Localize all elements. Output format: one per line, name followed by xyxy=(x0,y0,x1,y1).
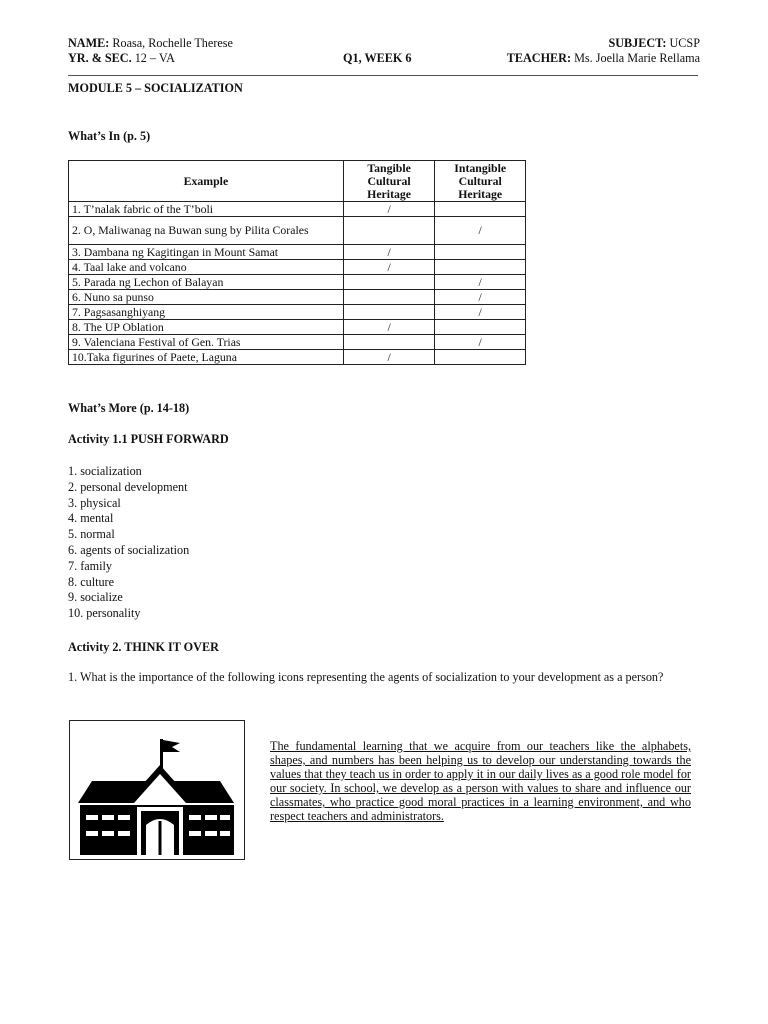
intangible-cell xyxy=(435,202,526,217)
subject-value: UCSP xyxy=(669,36,700,50)
activity-2-heading: Activity 2. THINK IT OVER xyxy=(68,640,219,654)
cultural-heritage-table xyxy=(68,160,526,365)
intangible-cell: / xyxy=(435,217,526,245)
tangible-cell xyxy=(343,290,435,305)
table-row xyxy=(69,335,526,350)
column-header-intangible: Intangible Cultural Heritage xyxy=(435,161,526,202)
intangible-cell: / xyxy=(435,275,526,290)
year-section-field: YR. & SEC. 12 – VA xyxy=(68,51,175,65)
tangible-cell: / xyxy=(343,202,435,217)
intangible-cell xyxy=(435,260,526,275)
example-cell: 5. Parada ng Lechon of Balayan xyxy=(69,275,344,290)
table-row xyxy=(69,260,526,275)
tangible-cell xyxy=(343,305,435,320)
intangible-cell: / xyxy=(435,290,526,305)
tangible-cell xyxy=(343,275,435,290)
intangible-cell: / xyxy=(435,305,526,320)
example-cell: 2. O, Maliwanag na Buwan sung by Pilita Corales xyxy=(69,217,344,245)
list-item: 6. agents of socialization xyxy=(68,542,190,557)
table-row xyxy=(69,217,526,245)
activity-2-question: 1. What is the importance of the following icons representing the agents of socialization to your development as a person? xyxy=(68,670,664,684)
example-cell: 9. Valenciana Festival of Gen. Trias xyxy=(69,335,344,350)
name-field: NAME: Roasa, Rochelle Therese xyxy=(68,36,233,50)
table-row xyxy=(69,305,526,320)
tangible-cell: / xyxy=(343,350,435,365)
header-row-1 xyxy=(68,36,700,52)
header-divider xyxy=(68,75,698,76)
list-item: 3. physical xyxy=(68,495,121,510)
table-row xyxy=(69,245,526,260)
example-cell: 1. T’nalak fabric of the T’boli xyxy=(69,202,344,217)
tangible-cell xyxy=(343,335,435,350)
table-row xyxy=(69,275,526,290)
tangible-cell: / xyxy=(343,320,435,335)
list-item: 9. socialize xyxy=(68,590,123,605)
list-item: 8. culture xyxy=(68,574,115,589)
list-item: 5. normal xyxy=(68,527,115,542)
intangible-cell: / xyxy=(435,335,526,350)
teacher-field: TEACHER: Ms. Joella Marie Rellama xyxy=(506,51,700,65)
header-row-2 xyxy=(68,51,700,67)
tangible-cell: / xyxy=(343,245,435,260)
whats-in-heading: What’s In (p. 5) xyxy=(68,129,151,143)
list-item: 10. personality xyxy=(68,606,141,621)
quarter-week: Q1, WEEK 6 xyxy=(343,51,412,65)
module-title: MODULE 5 – SOCIALIZATION xyxy=(68,81,243,95)
school-icon-frame xyxy=(69,720,245,860)
activity-1-heading: Activity 1.1 PUSH FORWARD xyxy=(68,432,229,446)
example-cell: 6. Nuno sa punso xyxy=(69,290,344,305)
intangible-cell xyxy=(435,320,526,335)
school-building-icon xyxy=(70,721,244,859)
list-item: 2. personal development xyxy=(68,479,188,494)
example-cell: 10.Taka figurines of Paete, Laguna xyxy=(69,350,344,365)
example-cell: 7. Pagsasanghiyang xyxy=(69,305,344,320)
table-row xyxy=(69,290,526,305)
example-cell: 4. Taal lake and volcano xyxy=(69,260,344,275)
tangible-cell: / xyxy=(343,260,435,275)
column-header-example: Example xyxy=(69,161,344,202)
table-header-row xyxy=(69,161,526,202)
example-cell: 3. Dambana ng Kagitingan in Mount Samat xyxy=(69,245,344,260)
teacher-value: Ms. Joella Marie Rellama xyxy=(574,51,700,65)
name-value: Roasa, Rochelle Therese xyxy=(112,36,233,50)
activity-2-answer: The fundamental learning that we acquire from our teachers like the alphabets, shapes, and numbers has been helping us to develop our understanding towards the values that they teach us in order to apply it in our daily lives as a good role model for our society. In school, we develop as a person with values to share and influence our classmates, who practice good moral practices in a learning environment, and who respect teachers and administrators. xyxy=(270,739,691,823)
list-item: 4. mental xyxy=(68,511,114,526)
activity-1-answer-list xyxy=(68,464,189,622)
table-row xyxy=(69,320,526,335)
whats-more-heading: What’s More (p. 14-18) xyxy=(68,401,190,415)
column-header-tangible: Tangible Cultural Heritage xyxy=(343,161,435,202)
example-cell: 8. The UP Oblation xyxy=(69,320,344,335)
table-row xyxy=(69,350,526,365)
table-row xyxy=(69,202,526,217)
intangible-cell xyxy=(435,350,526,365)
list-item: 1. socialization xyxy=(68,464,142,478)
tangible-cell xyxy=(343,217,435,245)
list-item: 7. family xyxy=(68,558,113,573)
subject-field: SUBJECT: UCSP xyxy=(608,36,700,50)
year-section-value: 12 – VA xyxy=(134,51,175,65)
intangible-cell xyxy=(435,245,526,260)
